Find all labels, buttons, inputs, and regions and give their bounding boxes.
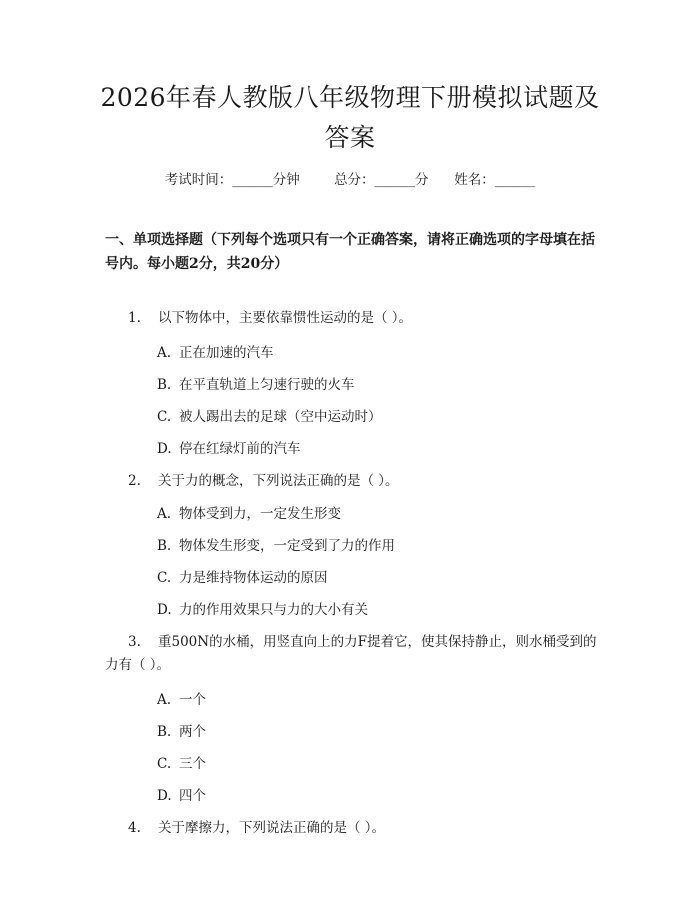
option-2c xyxy=(157,567,328,589)
option-text: 力的作用效果只与力的大小有关 xyxy=(179,602,368,618)
question-3 xyxy=(105,631,605,677)
option-2b xyxy=(157,535,395,557)
option-letter: D. xyxy=(157,602,172,618)
option-2a xyxy=(157,503,341,525)
option-2d xyxy=(157,599,368,621)
option-3d xyxy=(157,785,206,807)
option-letter: A. xyxy=(157,506,172,522)
question-1 xyxy=(128,307,412,329)
option-text: 正在加速的汽车 xyxy=(179,345,274,361)
option-1d xyxy=(157,438,301,460)
question-text: 关于力的概念，下列说法正确的是（ ）。 xyxy=(158,473,399,489)
option-text: 在平直轨道上匀速行驶的火车 xyxy=(179,377,355,393)
question-number: 1. xyxy=(128,310,141,326)
time-unit: 分钟 xyxy=(272,172,300,188)
option-letter: B. xyxy=(157,538,172,554)
option-letter: D. xyxy=(157,788,172,804)
question-text: 关于摩擦力，下列说法正确的是（ ）。 xyxy=(158,820,386,836)
option-1c xyxy=(157,406,382,428)
option-letter: A. xyxy=(157,345,172,361)
score-blank: ______ xyxy=(374,172,416,188)
option-text: 力是维持物体运动的原因 xyxy=(179,570,328,586)
option-3a xyxy=(157,689,206,711)
option-text: 一个 xyxy=(179,692,206,708)
option-text: 停在红绿灯前的汽车 xyxy=(179,441,301,457)
question-number: 3. xyxy=(128,634,141,650)
score-label: 总分： xyxy=(334,172,375,188)
option-letter: B. xyxy=(157,377,172,393)
time-label: 考试时间： xyxy=(164,172,233,188)
name-blank: ______ xyxy=(494,172,536,188)
page-title: 2026年春人教版八年级物理下册模拟试题及答案 xyxy=(100,83,600,152)
name-label: 姓名： xyxy=(454,172,495,188)
option-text: 被人踢出去的足球（空中运动时） xyxy=(179,409,382,425)
question-2 xyxy=(128,470,399,492)
question-4 xyxy=(128,817,385,839)
section-heading: 一、单项选择题（下列每个选项只有一个正确答案，请将正确选项的字母填在括号内。每小题2分，共20分） xyxy=(105,232,595,272)
option-text: 两个 xyxy=(179,724,206,740)
exam-info-line xyxy=(0,168,700,188)
option-text: 四个 xyxy=(179,788,206,804)
question-number: 2. xyxy=(128,473,141,489)
time-blank: ______ xyxy=(232,172,273,188)
question-text: 重500N的水桶，用竖直向上的力F提着它，使其保持静止，则水桶受到的力有（ ）。 xyxy=(105,634,597,673)
option-3b xyxy=(157,721,206,743)
question-text: 以下物体中，主要依靠惯性运动的是（ ）。 xyxy=(158,310,413,326)
option-letter: C. xyxy=(157,570,172,586)
option-letter: C. xyxy=(157,409,172,425)
option-text: 物体发生形变，一定受到了力的作用 xyxy=(179,538,395,554)
option-text: 物体受到力，一定发生形变 xyxy=(179,506,341,522)
option-letter: B. xyxy=(157,724,172,740)
option-text: 三个 xyxy=(179,756,206,772)
option-letter: C. xyxy=(157,756,172,772)
option-3c xyxy=(157,753,206,775)
option-letter: A. xyxy=(157,692,172,708)
option-letter: D. xyxy=(157,441,172,457)
score-unit: 分 xyxy=(415,172,429,188)
question-number: 4. xyxy=(128,820,141,836)
option-1b xyxy=(157,374,355,396)
option-1a xyxy=(157,342,274,364)
